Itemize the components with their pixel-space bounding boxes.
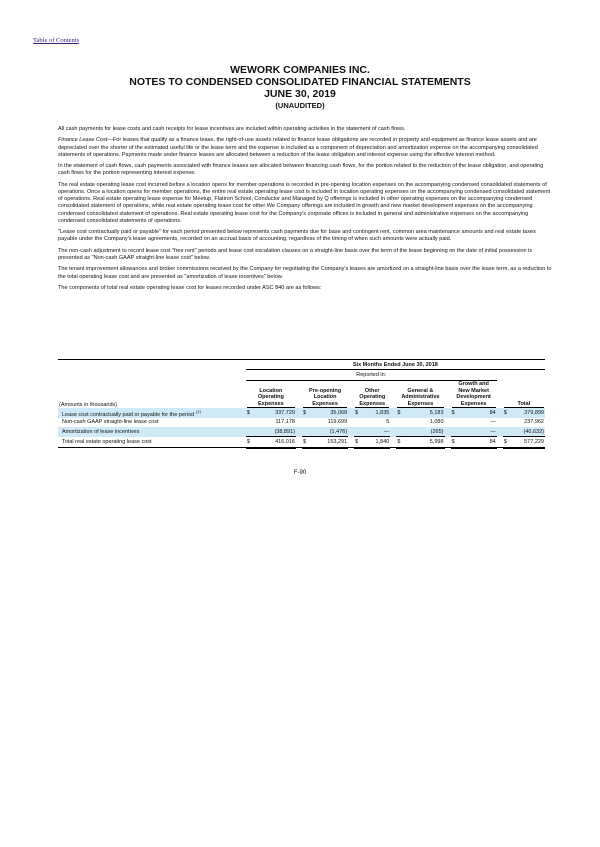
column-header-line: Expenses — [258, 400, 284, 407]
column-header-line: Other — [364, 387, 380, 394]
cell-value: 416,016 — [253, 437, 296, 448]
column-header-line: New Market — [458, 387, 489, 394]
row-label-text: Non-cash GAAP straight-line lease cost — [62, 419, 159, 426]
column-header-line: General & — [407, 387, 434, 394]
currency-symbol — [451, 427, 459, 437]
column-header-line: Expenses — [407, 400, 434, 407]
footnote-ref: (1) — [196, 408, 201, 414]
paragraph: The non-cash adjustment to record lease cost "free rent" periods and lease cost escalation clauses on a straight-line basis over the term of the lease beginning on the date of initial possession is presented as "Non-cash GAAP straight-line lease cost" below. — [58, 247, 533, 261]
lease-cost-table — [58, 359, 545, 449]
currency-symbol — [396, 418, 404, 427]
column-header-line: Development — [456, 394, 491, 401]
column-header — [302, 380, 348, 408]
row-label-text: Total real estate operating lease cost — [62, 439, 152, 446]
row-label — [58, 418, 246, 427]
column-header — [246, 380, 296, 408]
cell-value: 119,699 — [327, 419, 348, 426]
notes-body — [58, 126, 555, 296]
units-label: (Amounts in thousands) — [59, 402, 118, 409]
cell-value: 1,840 — [362, 437, 390, 448]
column-header — [396, 380, 444, 408]
currency-symbol — [302, 427, 310, 437]
cell-value: 577,229 — [509, 437, 545, 448]
column-header-line: Growth and — [458, 380, 489, 387]
paragraph: "Lease cost contractually paid or payable" for each period presented below represents cash payments due for base and contingent rent, common area maintenance amounts and real estate taxes payable under the Company's lease agreements, recorded on an accrual basis of accounting, regardless of the timing of when such amounts were actually paid. — [58, 229, 536, 243]
statement-date: JUNE 30, 2019 — [264, 88, 336, 100]
currency-symbol: $ — [503, 409, 507, 416]
row-label-text: Lease cost contractually paid or payable for the period — [62, 411, 195, 418]
reported-in-header: Reported in: — [246, 370, 497, 380]
page-title: NOTES TO CONDENSED CONSOLIDATED FINANCIAL STATEMENTS — [129, 76, 471, 88]
column-header-line: Expenses — [312, 400, 338, 407]
cell-value: 1,080 — [429, 419, 444, 426]
cell-value: 237,962 — [524, 419, 544, 426]
column-header-line: Administrative — [401, 394, 440, 401]
cell-value: 337,729 — [253, 408, 296, 417]
currency-symbol: $ — [451, 408, 459, 417]
cell-value: — — [459, 427, 497, 437]
column-header-line: Operating — [359, 394, 386, 401]
cell-value: (38,891) — [253, 427, 296, 437]
finance-lease-heading: Finance Lease Cost — [58, 137, 108, 144]
cell-value: (1,476) — [310, 427, 348, 437]
cell-value: 379,899 — [509, 408, 545, 417]
table-row — [58, 418, 545, 427]
currency-symbol — [246, 418, 253, 427]
currency-symbol: $ — [246, 408, 253, 417]
cell-value: — — [362, 427, 390, 437]
column-header-line: Total — [517, 400, 531, 407]
row-label-text: Amortization of lease incentives — [62, 429, 140, 435]
currency-symbol — [451, 418, 459, 427]
cell-value: — — [490, 419, 496, 426]
column-header-line: Location — [259, 387, 283, 394]
currency-symbol: $ — [354, 437, 362, 448]
row-label — [58, 427, 246, 437]
currency-symbol — [354, 418, 362, 427]
currency-symbol: $ — [396, 437, 404, 448]
cell-value: 117,178 — [275, 419, 295, 426]
company-name: WEWORK COMPANIES INC. — [230, 64, 370, 76]
page-number: F-90 — [293, 470, 307, 476]
cell-value: 84 — [459, 408, 497, 417]
cell-value: 35,068 — [310, 408, 348, 417]
row-label — [58, 437, 246, 448]
column-header-line: Expenses — [359, 400, 386, 407]
currency-symbol — [302, 418, 310, 427]
currency-symbol: $ — [503, 437, 509, 448]
paragraph: The real estate operating lease cost incurred before a location opens for member operations is recorded in pre-opening location expenses on the accompanying condensed consolidated statements of operations. Once a location opens for member operations, the entire real estate operating lease cost is included in location operating expenses on the accompanying condensed consolidated statement of operations. Real estate operating lease expense for Meetup, Flatiron School, Conductor and Managed by Q offerings is included in other operating expenses on the accompanying condensed consolidated statement of operations, while real estate operating lease cost for other We Company offerings are included in growth and new market development expenses on the accompanying condensed consolidated statement of operations. Real estate operating lease cost for the Company's corporate offices is included in general and administrative expenses on the accompanying condensed consolidated statements of operations. — [58, 181, 551, 224]
column-header-line: Pre-opening — [309, 387, 342, 394]
column-header-line: Expenses — [460, 400, 487, 407]
currency-symbol — [246, 427, 253, 437]
paragraph-text: —For leases that qualify as a finance lease, the right-of-use assets related to finance lease obligations are recorded in property and equipment as finance lease assets and are depreciated over the shorter of the estimated useful life or the lease term and the expense is included as a component of depreciation and amortization expense on the accompanying consolidated statements of operations. Payments made under finance leases are allocated between a reduction of the lease obligation and interest expense using the effective interest method. — [58, 137, 538, 158]
column-header-line: Operating — [257, 394, 284, 401]
paragraph: In the statement of cash flows, cash payments associated with finance leases are allocated between financing cash flows, for the portion related to the reduction of the lease obligation, and operating cash flows for the portion representing interest expense. — [58, 163, 544, 177]
currency-symbol — [396, 427, 404, 437]
cell-value: (40,632) — [509, 427, 545, 437]
cell-value: (265) — [404, 427, 444, 437]
cell-value: 1,835 — [362, 408, 390, 417]
currency-symbol: $ — [451, 437, 459, 448]
table-row — [58, 408, 545, 417]
table-of-contents-link[interactable]: Table of Contents — [33, 37, 80, 44]
period-header: Six Months Ended June 30, 2018 — [246, 360, 545, 370]
paragraph: The tenant improvement allowances and broker commissions received by the Company for negotiating the Company's leases are amortized on a straight-line basis over the lease term, as a reduction to the total operating lease cost and are presented as "amortization of lease incentives" below. — [58, 266, 552, 280]
column-header — [354, 380, 390, 408]
cell-value: 84 — [459, 437, 497, 448]
row-label — [58, 408, 246, 417]
currency-symbol: $ — [302, 437, 310, 448]
column-header-line: Location — [313, 394, 337, 401]
unaudited-label: (UNAUDITED) — [275, 101, 325, 110]
paragraph-finance-lease — [58, 137, 555, 159]
paragraph: All cash payments for lease costs and cash receipts for lease incentives are included within operating activities in the statement of cash flows. — [58, 126, 406, 132]
cell-value: 5,183 — [404, 408, 444, 417]
cell-value: 5,998 — [404, 437, 444, 448]
currency-symbol: $ — [246, 437, 253, 448]
currency-symbol: $ — [396, 408, 404, 417]
currency-symbol: $ — [354, 408, 362, 417]
cell-value: 5 — [386, 419, 390, 426]
table-row — [58, 437, 545, 448]
currency-symbol — [354, 427, 362, 437]
column-header — [503, 380, 545, 408]
cell-value: 153,291 — [310, 437, 348, 448]
table-row — [58, 427, 545, 437]
paragraph: The components of total real estate operating lease cost for leases recorded under ASC 840 are as follows: — [58, 284, 322, 291]
column-header — [451, 380, 497, 408]
currency-symbol: $ — [302, 408, 310, 417]
